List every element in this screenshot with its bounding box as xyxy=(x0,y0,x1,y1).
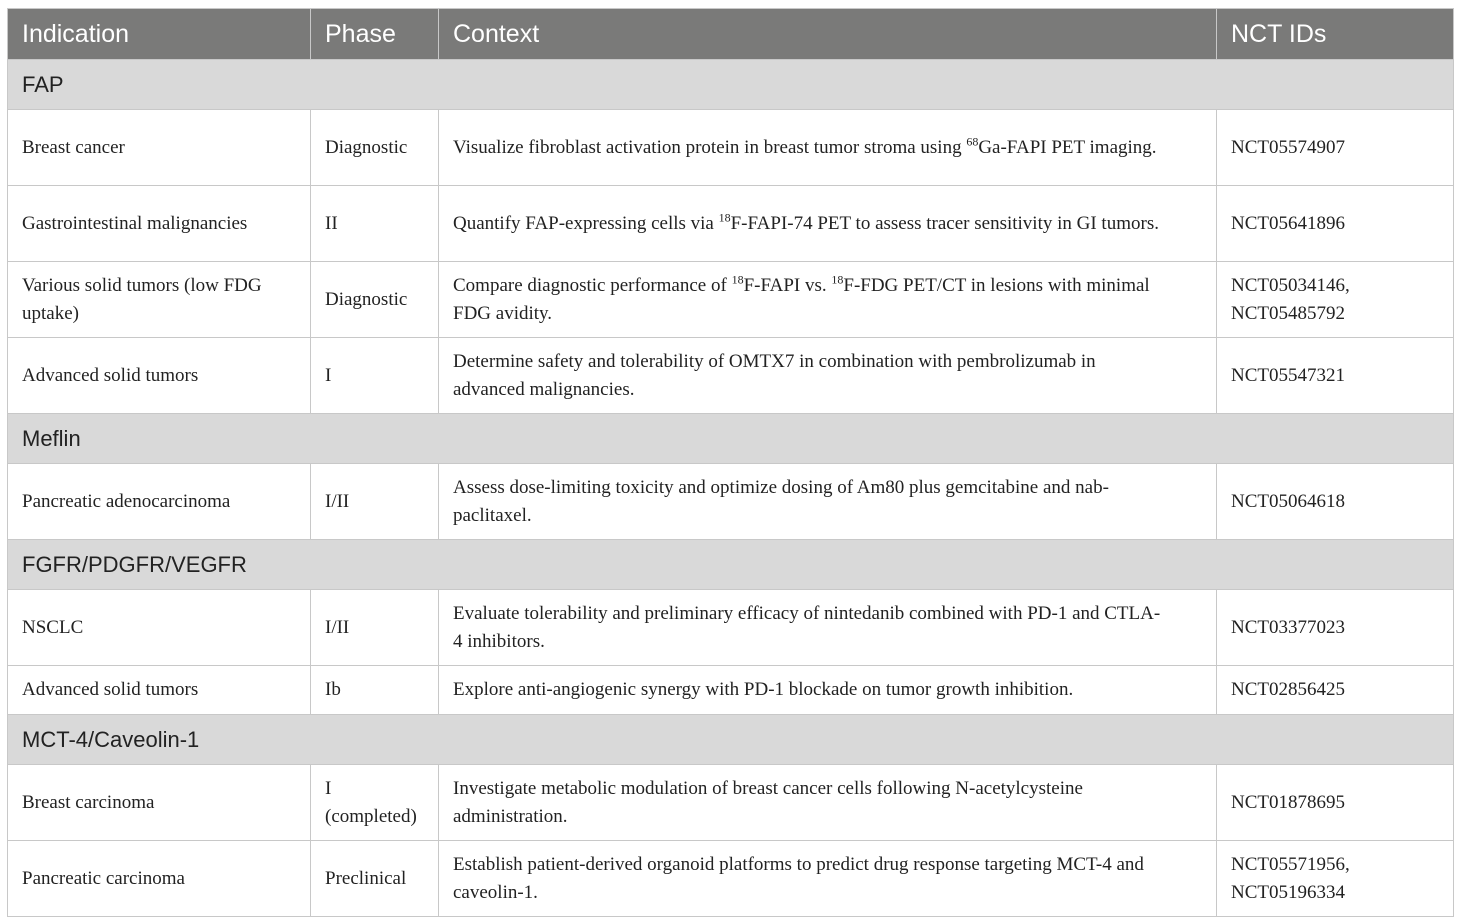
indication-cell: Gastrointestinal malignancies xyxy=(8,186,311,262)
group-row-fap xyxy=(8,60,1454,110)
header-row xyxy=(8,9,1454,60)
phase-cell: Preclinical xyxy=(311,841,439,917)
header-nct-ids: NCT IDs xyxy=(1217,9,1454,60)
header-phase: Phase xyxy=(311,9,439,60)
indication-cell: Pancreatic adenocarcinoma xyxy=(8,464,311,540)
context-cell: Evaluate tolerability and preliminary efficacy of nintedanib combined with PD-1 and CTLA-4 inhibitors. xyxy=(439,590,1217,666)
phase-cell: Diagnostic xyxy=(311,110,439,186)
group-row-fgfr xyxy=(8,540,1454,590)
table-row xyxy=(8,590,1454,666)
phase-cell: II xyxy=(311,186,439,262)
table-row xyxy=(8,765,1454,841)
indication-cell: NSCLC xyxy=(8,590,311,666)
context-cell: Establish patient-derived organoid platforms to predict drug response targeting MCT-4 and caveolin-1. xyxy=(439,841,1217,917)
nct-cell: NCT02856425 xyxy=(1217,666,1454,715)
indication-cell: Breast cancer xyxy=(8,110,311,186)
table-row xyxy=(8,262,1454,338)
nct-cell: NCT05064618 xyxy=(1217,464,1454,540)
nct-cell: NCT05034146, NCT05485792 xyxy=(1217,262,1454,338)
group-label: MCT-4/Caveolin-1 xyxy=(8,715,1454,765)
nct-cell: NCT03377023 xyxy=(1217,590,1454,666)
nct-cell: NCT05641896 xyxy=(1217,186,1454,262)
table-row xyxy=(8,841,1454,917)
group-label: FGFR/PDGFR/VEGFR xyxy=(8,540,1454,590)
phase-cell: I (completed) xyxy=(311,765,439,841)
context-cell: Determine safety and tolerability of OMTX7 in combination with pembrolizumab in advanced malignancies. xyxy=(439,338,1217,414)
nct-cell: NCT05571956, NCT05196334 xyxy=(1217,841,1454,917)
table-row xyxy=(8,338,1454,414)
table-row xyxy=(8,110,1454,186)
phase-cell: I/II xyxy=(311,590,439,666)
phase-cell: I xyxy=(311,338,439,414)
context-cell: Explore anti-angiogenic synergy with PD-1 blockade on tumor growth inhibition. xyxy=(439,666,1217,715)
group-row-mct4 xyxy=(8,715,1454,765)
context-cell: Assess dose-limiting toxicity and optimize dosing of Am80 plus gemcitabine and nab-paclitaxel. xyxy=(439,464,1217,540)
indication-cell: Various solid tumors (low FDG uptake) xyxy=(8,262,311,338)
context-cell: Visualize fibroblast activation protein in breast tumor stroma using $^{68}$Ga-FAPI PET imaging. xyxy=(439,110,1217,186)
nct-cell: NCT05547321 xyxy=(1217,338,1454,414)
indication-cell: Advanced solid tumors xyxy=(8,666,311,715)
clinical-trials-table xyxy=(7,8,1454,917)
phase-cell: Ib xyxy=(311,666,439,715)
group-label: Meflin xyxy=(8,414,1454,464)
phase-cell: Diagnostic xyxy=(311,262,439,338)
table-row xyxy=(8,666,1454,715)
header-indication: Indication xyxy=(8,9,311,60)
table-row xyxy=(8,464,1454,540)
context-cell: Compare diagnostic performance of $^{18}$F-FAPI vs. $^{18}$F-FDG PET/CT in lesions with minimal FDG avidity. xyxy=(439,262,1217,338)
nct-cell: NCT01878695 xyxy=(1217,765,1454,841)
header-context: Context xyxy=(439,9,1217,60)
indication-cell: Pancreatic carcinoma xyxy=(8,841,311,917)
group-label: FAP xyxy=(8,60,1454,110)
phase-cell: I/II xyxy=(311,464,439,540)
nct-cell: NCT05574907 xyxy=(1217,110,1454,186)
table-row xyxy=(8,186,1454,262)
group-row-meflin xyxy=(8,414,1454,464)
context-cell: Investigate metabolic modulation of breast cancer cells following N-acetylcysteine administration. xyxy=(439,765,1217,841)
indication-cell: Advanced solid tumors xyxy=(8,338,311,414)
indication-cell: Breast carcinoma xyxy=(8,765,311,841)
context-cell: Quantify FAP-expressing cells via $^{18}$F-FAPI-74 PET to assess tracer sensitivity in GI tumors. xyxy=(439,186,1217,262)
